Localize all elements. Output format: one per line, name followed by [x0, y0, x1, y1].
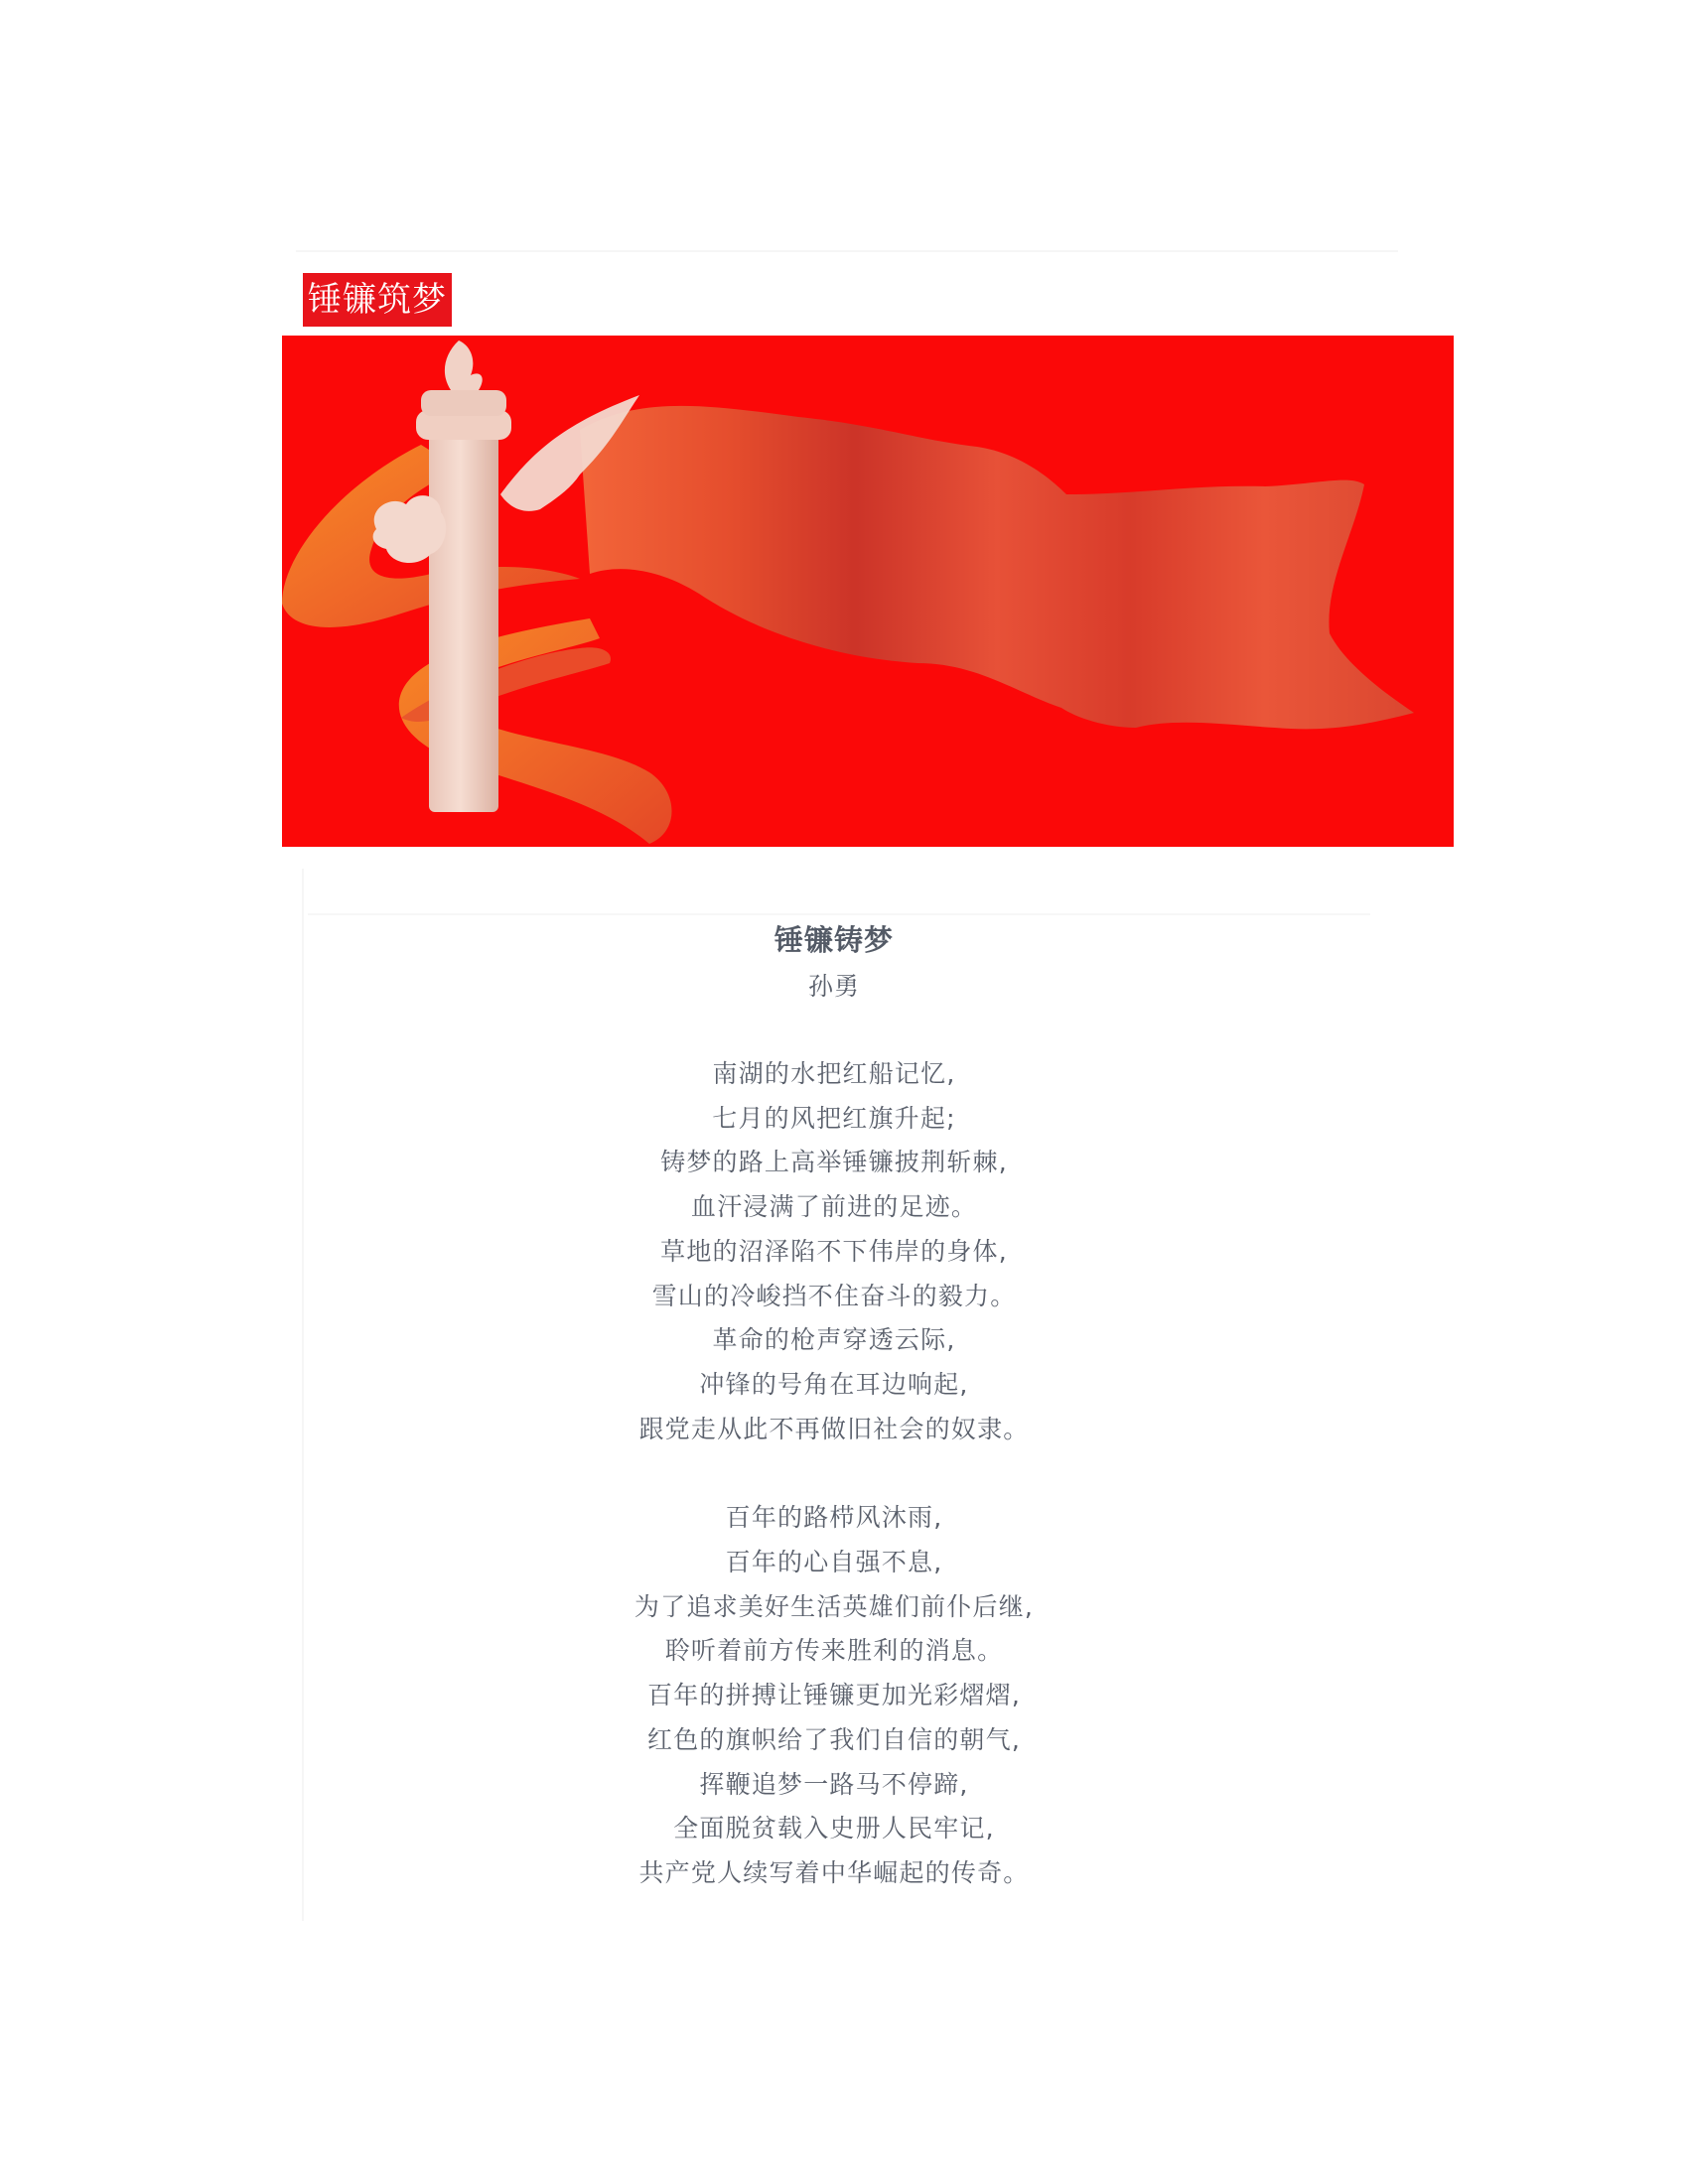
banner-svg — [282, 336, 1454, 847]
section-tag: 锤镰筑梦 — [303, 273, 452, 327]
poem-line: 革命的枪声穿透云际, — [712, 1325, 956, 1355]
poem-stanza-1 — [516, 1052, 1152, 1451]
poem-line: 聆听着前方传来胜利的消息。 — [664, 1636, 1004, 1666]
poem-line: 南湖的水把红船记忆, — [712, 1059, 956, 1088]
poem-line: 跟党走从此不再做旧社会的奴隶。 — [638, 1414, 1030, 1443]
flag-shape — [580, 406, 1414, 729]
poem-line: 雪山的冷峻挡不住奋斗的毅力。 — [651, 1281, 1017, 1310]
poem-line: 铸梦的路上高举锤镰披荆斩棘, — [660, 1148, 1008, 1177]
frame-top-divider — [296, 250, 1398, 252]
poem-line: 百年的心自强不息, — [725, 1548, 943, 1577]
column-shaft — [429, 430, 498, 812]
poem-line: 共产党人续写着中华崛起的传奇。 — [638, 1857, 1030, 1887]
poem-line: 七月的风把红旗升起; — [712, 1103, 956, 1133]
poem-line: 为了追求美好生活英雄们前仆后继, — [633, 1591, 1035, 1621]
banner-illustration — [282, 336, 1454, 847]
poem-line: 草地的沼泽陷不下伟岸的身体, — [660, 1236, 1008, 1266]
poem-line: 全面脱贫载入史册人民牢记, — [673, 1814, 995, 1843]
poem — [516, 915, 1152, 1896]
column-top-ornament — [445, 341, 483, 390]
poem-line: 百年的拼搏让锤镰更加光彩熠熠, — [647, 1681, 1021, 1710]
poem-line: 挥鞭追梦一路马不停蹄, — [699, 1769, 969, 1799]
poem-author: 孙勇 — [807, 972, 860, 1001]
poem-line: 红色的旗帜给了我们自信的朝气, — [647, 1724, 1021, 1754]
frame-side-divider — [302, 869, 304, 1921]
poem-line: 血汗浸满了前进的足迹。 — [690, 1192, 978, 1222]
poem-line: 百年的路栉风沐雨, — [725, 1503, 943, 1533]
poem-line: 冲锋的号角在耳边响起, — [699, 1369, 969, 1399]
column-cap — [421, 390, 506, 416]
poem-stanza-2 — [516, 1496, 1152, 1895]
poem-title: 锤镰铸梦 — [774, 923, 894, 957]
